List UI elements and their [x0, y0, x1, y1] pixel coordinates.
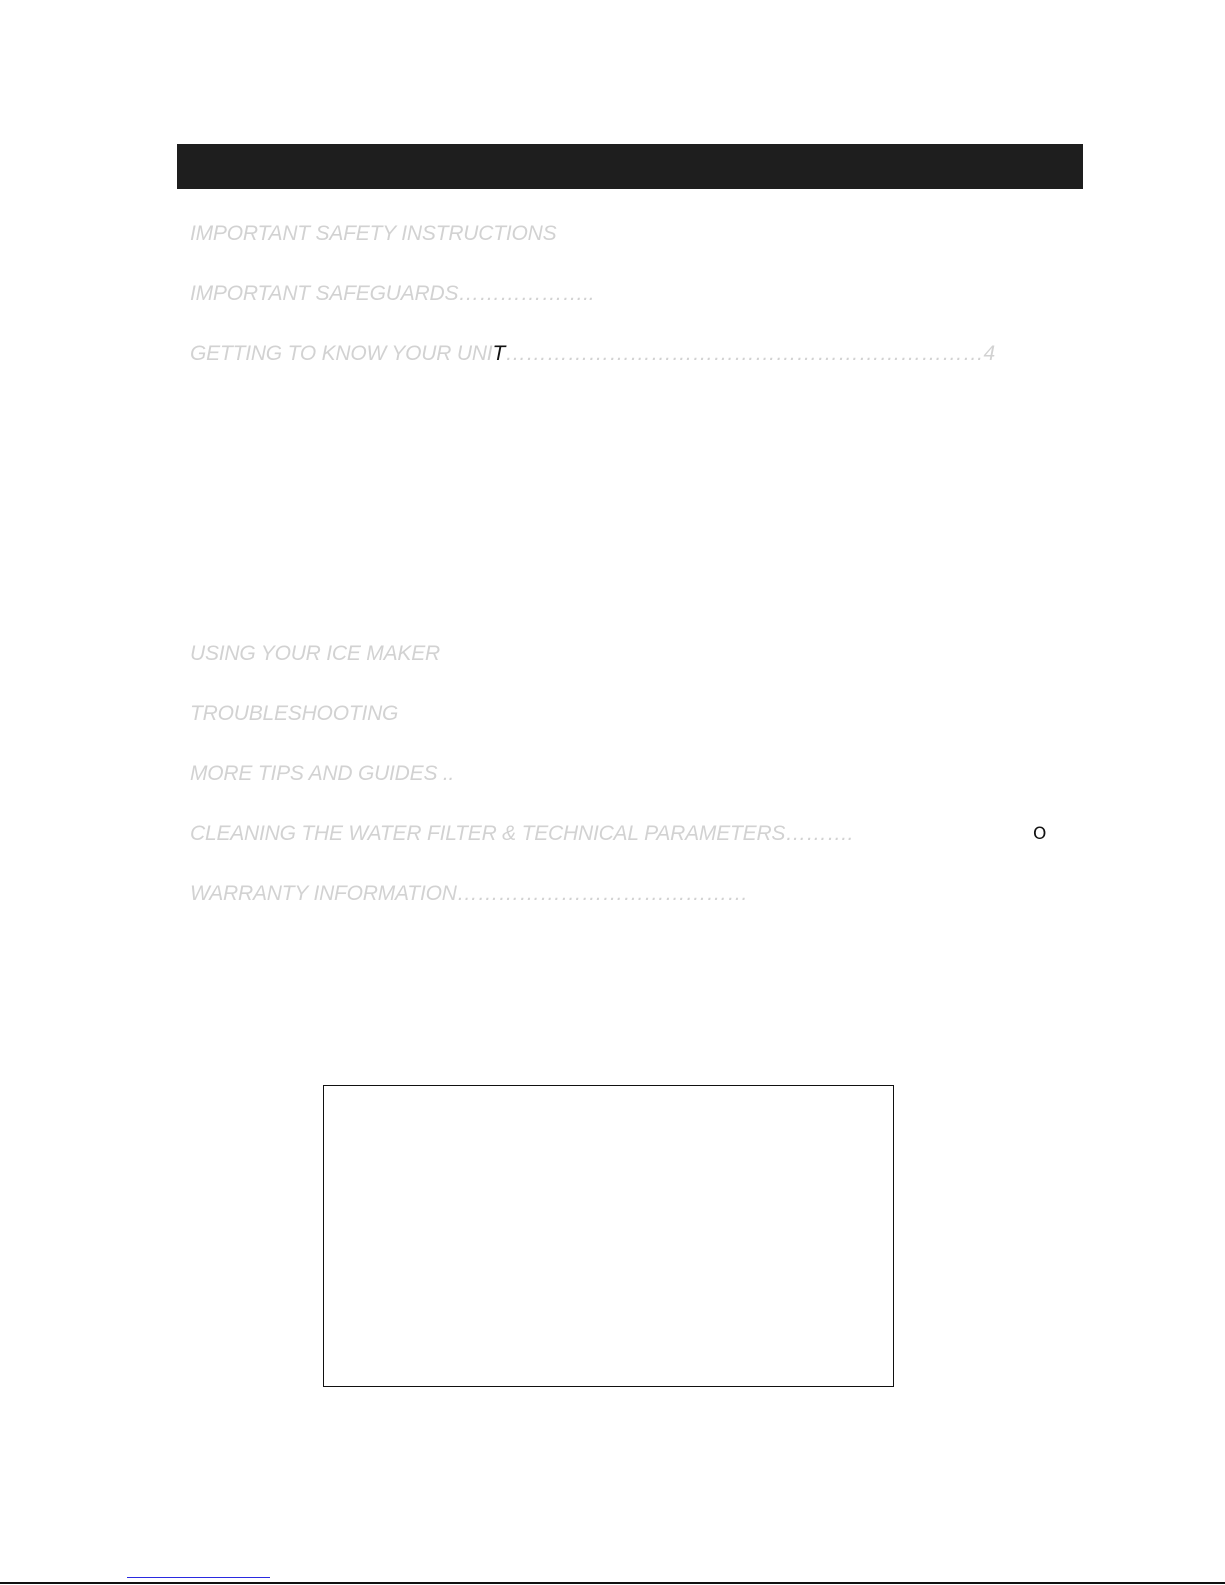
toc-entry-cleaning-filter[interactable]	[190, 822, 853, 846]
toc-entry-safety-instructions[interactable]	[190, 222, 556, 246]
toc-entry-text: WARRANTY INFORMATION	[190, 882, 457, 905]
toc-page-number: 4	[983, 342, 995, 365]
toc-entry-getting-to-know[interactable]	[190, 342, 995, 366]
toc-entry-warranty[interactable]	[190, 882, 748, 906]
toc-entry-text: USING YOUR ICE MAKER	[190, 642, 440, 665]
toc-entry-safeguards[interactable]	[190, 282, 594, 306]
toc-leader-dots: ……………………………………	[456, 882, 748, 905]
stray-character: O	[1033, 824, 1047, 844]
toc-entry-text: MORE TIPS AND GUIDES ..	[190, 762, 455, 785]
toc-entry-using-ice-maker[interactable]	[190, 642, 440, 666]
toc-leader-dots: ………………..	[458, 282, 595, 305]
toc-entry-tips-guides[interactable]	[190, 762, 454, 786]
footer-rule	[0, 1582, 1225, 1584]
toc-entry-text: TROUBLESHOOTING	[190, 702, 399, 725]
toc-entry-text: GETTING TO KNOW YOUR UNI	[190, 342, 493, 365]
toc-entry-troubleshooting[interactable]	[190, 702, 398, 726]
toc-entry-mark: T	[492, 342, 506, 365]
toc-entry-text: CLEANING THE WATER FILTER & TECHNICAL PARAMETERS	[190, 822, 786, 845]
footer-link-underline[interactable]	[127, 1577, 270, 1578]
toc-leader-dots: ……………………………………………………………	[505, 342, 984, 365]
toc-header-bar	[177, 144, 1083, 189]
toc-leader-dots: ……….	[785, 822, 854, 845]
toc-entry-text: IMPORTANT SAFETY INSTRUCTIONS	[190, 222, 557, 245]
blank-bordered-box	[323, 1085, 894, 1387]
toc-entry-text: IMPORTANT SAFEGUARDS	[190, 282, 459, 305]
